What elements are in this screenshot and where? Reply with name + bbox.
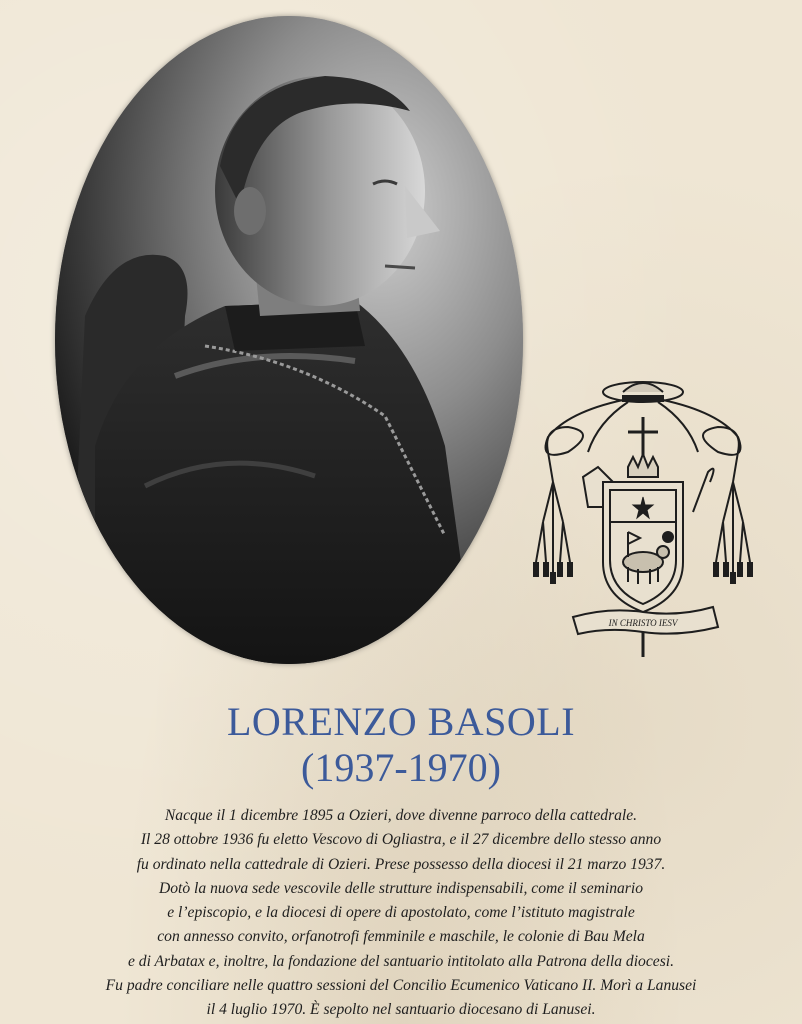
bio-line: Dotò la nuova sede vescovile delle strutture indispensabili, come il seminario (158, 879, 644, 897)
bishop-portrait-icon (55, 16, 523, 664)
bio-line: con annesso convito, orfanotrofi femminile e maschile, le colonie di Bau Mela (157, 928, 645, 946)
bio-line: e l’episcopio, e la diocesi di opere di apostolato, come l’istituto magistrale (167, 904, 635, 922)
episcopal-coat-of-arms-icon (528, 372, 758, 662)
portrait-photo (55, 16, 523, 664)
motto-text: IN CHRISTO IESV (608, 618, 678, 628)
heading (0, 700, 802, 790)
bio-line: Il 28 ottobre 1936 fu eletto Vescovo di Ogliastra, e il 27 dicembre dello stesso anno (140, 831, 662, 849)
bio-line: fu ordinato nella cattedrale di Ozieri. Prese possesso della diocesi il 21 marzo 1937. (136, 855, 666, 873)
bio-line: Fu padre conciliare nelle quattro sessioni del Concilio Ecumenico Vaticano II. Morì a Lanusei (105, 977, 697, 995)
bio-line: Nacque il 1 dicembre 1895 a Ozieri, dove divenne parroco della cattedrale. (164, 807, 638, 824)
biography-text (20, 804, 782, 1023)
bishop-name: LORENZO BASOLI (226, 699, 576, 744)
episcopate-years: (1937-1970) (301, 745, 501, 790)
bio-line: e di Arbatax e, inoltre, la fondazione del santuario intitolato alla Patrona della diocesi. (127, 952, 675, 970)
coat-of-arms (528, 372, 758, 662)
bio-line: il 4 luglio 1970. È sepolto nel santuario diocesano di Lanusei. (206, 1001, 596, 1019)
